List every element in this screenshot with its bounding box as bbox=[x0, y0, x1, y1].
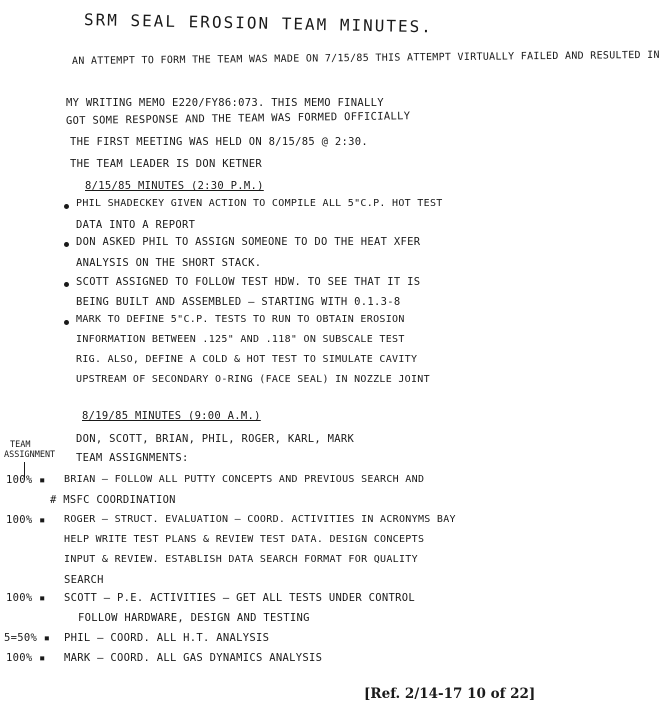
assignment1-percent: 100% ▪ bbox=[6, 474, 46, 486]
intro-line-3: GOT SOME RESPONSE AND THE TEAM WAS FORMED OFFICIALLY bbox=[65, 110, 411, 127]
meeting1-item4-line3: RIG. ALSO, DEFINE A COLD & HOT TEST TO SIMULATE CAVITY bbox=[76, 354, 418, 365]
assignment2-percent: 100% ▪ bbox=[6, 514, 46, 526]
bullet bbox=[64, 242, 69, 247]
intro-line-2: MY WRITING MEMO E220/FY86:073. THIS MEMO FINALLY bbox=[66, 97, 384, 109]
assignment3-line1: SCOTT — P.E. ACTIVITIES — GET ALL TESTS UNDER CONTROL bbox=[64, 592, 415, 604]
assignment3-percent: 100% ▪ bbox=[6, 592, 46, 604]
assignment4-percent: 5=50% ▪ bbox=[4, 632, 51, 644]
assignment2-line1: ROGER — STRUCT. EVALUATION — COORD. ACTIVITIES IN ACRONYMS BAY bbox=[64, 514, 456, 525]
intro-line-1: AN ATTEMPT TO FORM THE TEAM WAS MADE ON 7/15/85 THIS ATTEMPT VIRTUALLY FAILED AND RESULTED IN bbox=[71, 49, 660, 67]
reference-footer: [Ref. 2/14-17 10 of 22] bbox=[364, 686, 536, 702]
assignment1-line2: # MSFC COORDINATION bbox=[50, 494, 176, 506]
margin-note-line2: ASSIGNMENT bbox=[4, 450, 56, 460]
intro-line-5: THE TEAM LEADER IS DON KETNER bbox=[70, 158, 263, 170]
assignment4-line1: PHIL — COORD. ALL H.T. ANALYSIS bbox=[64, 632, 270, 644]
meeting1-item4-line2: INFORMATION BETWEEN .125" AND .118" ON SUBSCALE TEST bbox=[76, 334, 405, 345]
assignment2-line2: HELP WRITE TEST PLANS & REVIEW TEST DATA. DESIGN CONCEPTS bbox=[64, 534, 425, 545]
assignment5-line1: MARK — COORD. ALL GAS DYNAMICS ANALYSIS bbox=[64, 652, 323, 664]
meeting1-item3-line1: SCOTT ASSIGNED TO FOLLOW TEST HDW. TO SEE THAT IT IS bbox=[76, 276, 421, 288]
assignment3-line2: FOLLOW HARDWARE, DESIGN AND TESTING bbox=[78, 612, 310, 624]
meeting2-heading: 8/19/85 MINUTES (9:00 A.M.) bbox=[82, 410, 261, 422]
meeting1-item4-line4: UPSTREAM OF SECONDARY O-RING (FACE SEAL) IN NOZZLE JOINT bbox=[76, 374, 430, 385]
meeting2-assignments-heading: TEAM ASSIGNMENTS: bbox=[76, 452, 189, 464]
assignment2-line3: INPUT & REVIEW. ESTABLISH DATA SEARCH FORMAT FOR QUALITY bbox=[64, 554, 418, 565]
meeting1-item2-line2: ANALYSIS ON THE SHORT STACK. bbox=[76, 257, 262, 269]
assignment2-line4: SEARCH bbox=[64, 574, 104, 586]
meeting1-item3-line2: BEING BUILT AND ASSEMBLED — STARTING WITH 0.1.3-8 bbox=[76, 296, 401, 308]
margin-note-line1: TEAM bbox=[10, 440, 31, 450]
assignment1-line1: BRIAN — FOLLOW ALL PUTTY CONCEPTS AND PREVIOUS SEARCH AND bbox=[64, 474, 425, 485]
bullet bbox=[64, 204, 69, 209]
meeting1-item1-line1: PHIL SHADECKEY GIVEN ACTION TO COMPILE ALL 5"C.P. HOT TEST bbox=[76, 198, 443, 209]
meeting1-item1-line2: DATA INTO A REPORT bbox=[76, 219, 196, 231]
meeting2-attendees: DON, SCOTT, BRIAN, PHIL, ROGER, KARL, MARK bbox=[76, 433, 355, 445]
meeting1-item2-line1: DON ASKED PHIL TO ASSIGN SOMEONE TO DO THE HEAT XFER bbox=[76, 236, 421, 248]
meeting1-item4-line1: MARK TO DEFINE 5"C.P. TESTS TO RUN TO OBTAIN EROSION bbox=[76, 314, 405, 325]
bullet bbox=[64, 320, 69, 325]
assignment5-percent: 100% ▪ bbox=[6, 652, 46, 664]
bullet bbox=[64, 282, 69, 287]
intro-line-4: THE FIRST MEETING WAS HELD ON 8/15/85 @ 2:30. bbox=[70, 136, 368, 148]
page-title: SRM SEAL EROSION TEAM MINUTES. bbox=[83, 10, 434, 37]
meeting1-heading: 8/15/85 MINUTES (2:30 P.M.) bbox=[85, 180, 264, 192]
